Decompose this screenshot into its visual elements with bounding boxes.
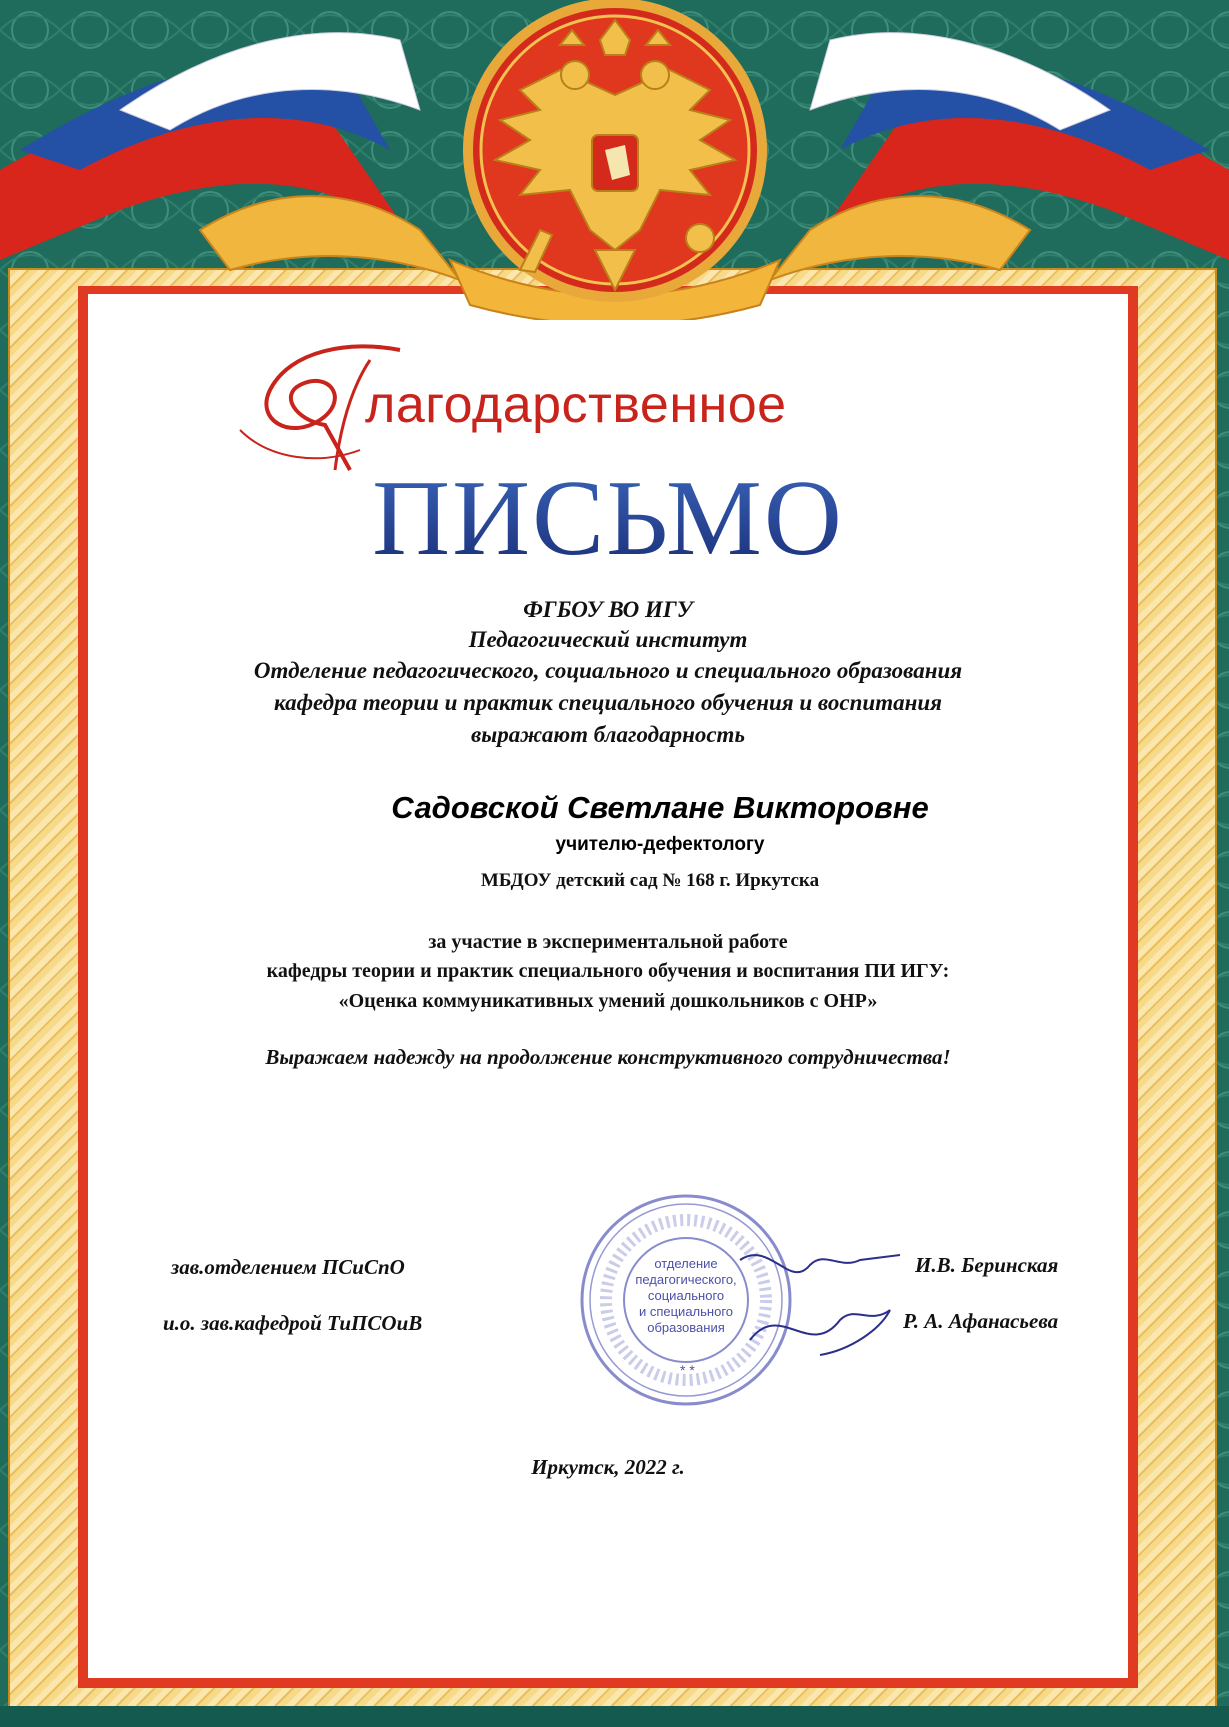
organization-line: ФГБОУ ВО ИГУ xyxy=(523,597,693,622)
signatory-name: Р. А. Афанасьева xyxy=(903,1309,1059,1333)
closing-wish: Выражаем надежду на продолжение конструктивного сотрудничества! xyxy=(265,1045,951,1069)
recipient-name: Садовской Светлане Викторовне xyxy=(391,790,929,825)
organization-line: Педагогический институт xyxy=(468,627,748,652)
recipient-workplace: МБДОУ детский сад № 168 г. Иркутска xyxy=(480,870,820,891)
organization-line: Отделение педагогического, социального и специального образования xyxy=(253,658,963,683)
reason-line: «Оценка коммуникативных умений дошкольников с ОНР» xyxy=(338,990,878,1012)
recipient-role: учителю-дефектологу xyxy=(555,834,765,855)
stamp-text-line: социального xyxy=(647,1288,725,1303)
signatory-position: зав.отделением ПСиСпО xyxy=(171,1255,405,1279)
stamp-text-line: педагогического, xyxy=(635,1272,737,1287)
reason-line: за участие в экспериментальной работе xyxy=(428,931,788,953)
tricolor-ribbon-emblem xyxy=(0,0,1229,320)
handwritten-signatures xyxy=(730,1230,910,1380)
stamp-text-line: образования xyxy=(647,1320,725,1335)
stamp-text-line: и специального xyxy=(638,1304,734,1319)
svg-text:* *: * * xyxy=(680,1362,695,1378)
title-line-1: лагодарственное xyxy=(365,376,787,434)
place-and-date: Иркутск, 2022 г. xyxy=(531,1455,685,1479)
organization-line: кафедра теории и практик специального обучения и воспитания xyxy=(274,690,942,715)
title-line-2: ПИСЬМО xyxy=(88,465,1128,573)
signatory-position: и.о. зав.кафедрой ТиПСОиВ xyxy=(163,1311,423,1335)
reason-line: кафедры теории и практик специального обучения и воспитания ПИ ИГУ: xyxy=(266,960,950,982)
signatory-name: И.В. Беринская xyxy=(915,1253,1059,1277)
bottom-teal-band xyxy=(0,1706,1229,1727)
stamp-text-line: отделение xyxy=(654,1256,718,1271)
organization-line: выражают благодарность xyxy=(471,722,745,747)
